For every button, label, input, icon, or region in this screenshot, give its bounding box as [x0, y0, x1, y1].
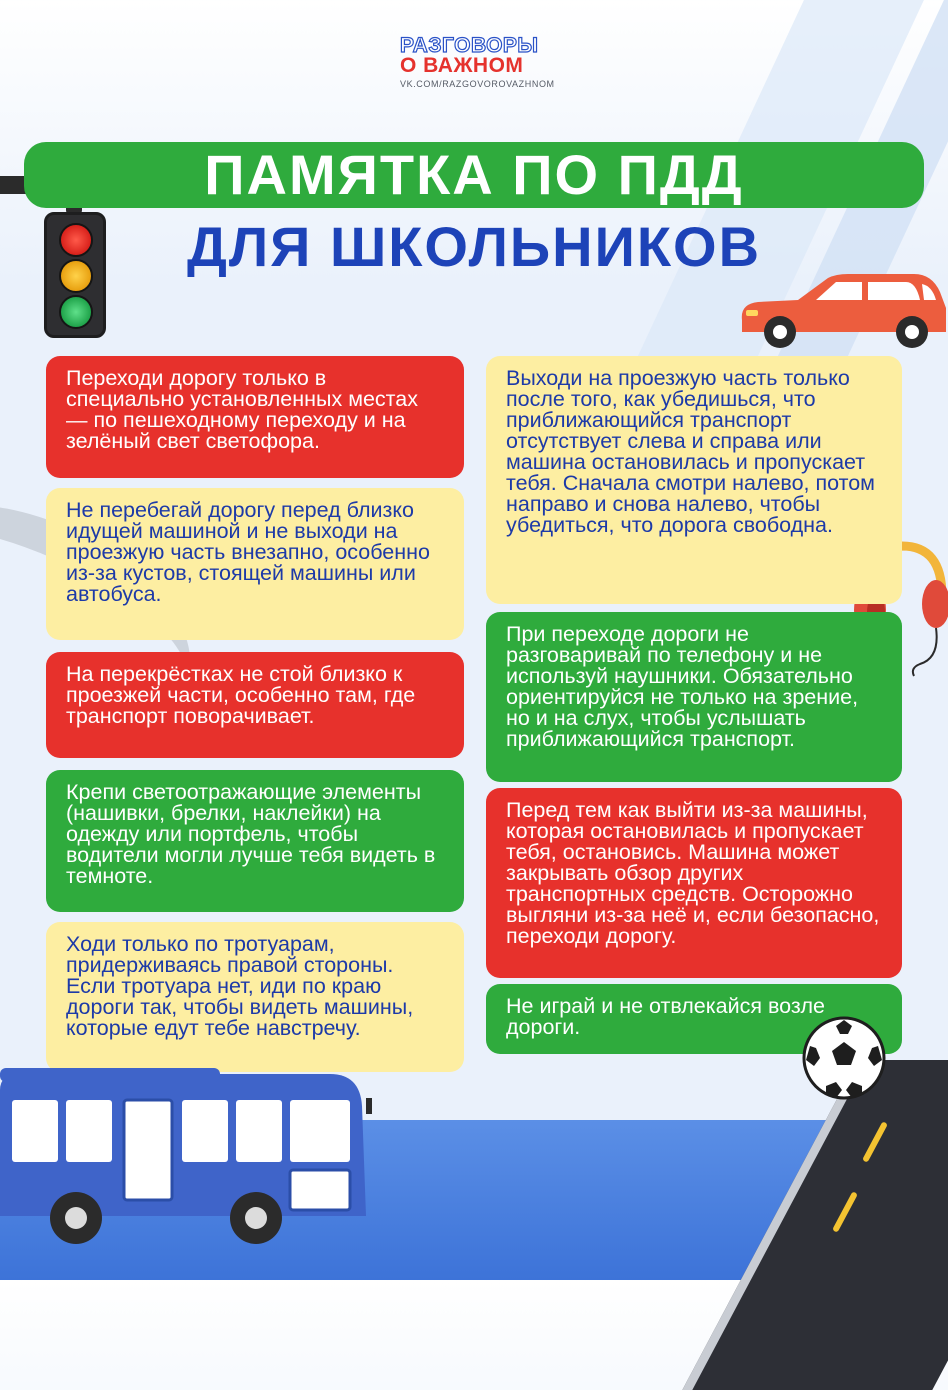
rule-text: При переходе дороги не разговаривай по телефону и не используй наушники. Обязательно ориентируйся не только на зрение, но и на слух, чтобы услышать приближающийся транспорт.	[506, 622, 859, 751]
car-icon	[736, 272, 948, 348]
rule-card	[46, 488, 464, 640]
rule-card	[46, 922, 464, 1072]
rule-card	[46, 770, 464, 912]
logo-line2: О ВАЖНОМ	[400, 54, 524, 77]
rule-text: На перекрёстках не стой близко к проезжей части, особенно там, где транспорт поворачивает.	[66, 662, 416, 728]
rule-text: Не играй и не отвлекайся возле дороги.	[506, 994, 825, 1039]
rule-card	[46, 356, 464, 478]
page-title: ПАМЯТКА ПО ПДД	[204, 143, 744, 206]
rule-text: Перед тем как выйти из-за машины, которая остановилась и пропускает тебя, остановись. Машина может закрывать обзор других транспортных средств. Осторожно выгляни из-за неё и, если безопасно, переходи дорогу.	[506, 798, 880, 948]
rule-text: Ходи только по тротуарам, придерживаясь правой стороны. Если тротуара нет, иди по краю дороги так, чтобы видеть машины, которые едут тебе навстречу.	[66, 932, 414, 1040]
page-subtitle: ДЛЯ ШКОЛЬНИКОВ	[186, 215, 762, 278]
logo-url: VK.COM/RAZGOVOROVAZHNOM	[400, 79, 555, 89]
rule-text: Переходи дорогу только в специально установленных местах — по пешеходному переходу и на зелёный свет светофора.	[66, 366, 418, 453]
rule-text: Крепи светоотражающие элементы (нашивки, брелки, наклейки) на одежду или портфель, чтобы водители могли лучше тебя видеть в темноте.	[66, 780, 436, 888]
logo	[400, 34, 555, 89]
soccer-ball-icon	[802, 1016, 886, 1100]
rule-text: Не перебегай дорогу перед близко идущей машиной и не выходи на проезжую часть внезапно, особенно из-за кустов, стоящей машины или автобуса.	[66, 498, 430, 606]
bus-icon	[0, 1066, 380, 1256]
green-lamp	[59, 295, 93, 329]
rule-card	[486, 612, 902, 782]
rule-card	[486, 788, 902, 978]
rule-card	[46, 652, 464, 758]
rule-text: Выходи на проезжую часть только после того, как убедишься, что приближающийся транспорт отсутствует слева и справа или машина остановилась и пропускает тебя. Сначала смотри налево, потом направо и снова налево, чтобы убедиться, что дорога свободна.	[506, 366, 875, 537]
rule-card	[486, 356, 902, 604]
logo-line1: РАЗГОВОРЫ	[400, 34, 539, 57]
